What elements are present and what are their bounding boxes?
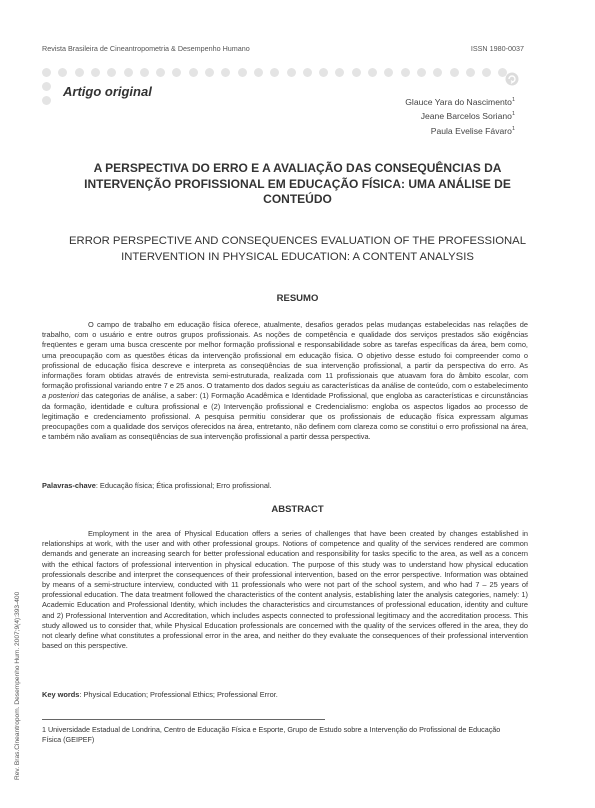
decorative-dot: [450, 68, 459, 77]
decorative-dot: [319, 68, 328, 77]
decorative-dot: [205, 68, 214, 77]
decorative-dot: [303, 68, 312, 77]
decorative-dot: [466, 68, 475, 77]
decorative-dot: [42, 82, 51, 91]
decorative-dot: [124, 68, 133, 77]
decorative-dot: [91, 68, 100, 77]
decorative-dot: [42, 68, 51, 77]
side-citation: Rev. Bras.Cineantropom. Desempenho Hum. 2007;9(4):393-400: [14, 591, 21, 780]
circular-arrow-icon: [505, 72, 519, 86]
decorative-dot: [482, 68, 491, 77]
author-list: [405, 94, 515, 137]
decorative-dot: [384, 68, 393, 77]
decorative-dot: [58, 68, 67, 77]
decorative-dot: [75, 68, 84, 77]
decorative-dot: [335, 68, 344, 77]
decorative-dot: [352, 68, 361, 77]
decorative-dot: [287, 68, 296, 77]
author: Paula Evelise Fávaro$^1$: [430, 125, 515, 136]
resumo-heading: RESUMO: [276, 293, 319, 304]
decorative-dot: [401, 68, 410, 77]
keywords-pt: Palavras-chave: Educação física; Ética profissional; Erro profissional.: [42, 481, 272, 490]
author: Glauce Yara do Nascimento$^1$: [405, 96, 515, 107]
resumo-body: O campo de trabalho em educação física oferece, atualmente, desafios gerados pelas mudanças estabelecidas nas relações de trabalho, com o usuário e entre outros grupos profissionais. As noções de competência e qualidade dos serviços prestados são exigências freqüentes e geram uma busca crescente por melhor formação profissional e responsabilidade sobre as tarefas específicas da área, bem como, uma preocupação com as questões éticas da intervenção profissional em educação física. O objetivo desse estudo foi compreender como o profissional de educação física descreve e interpreta as conseqüências de sua intervenção profissional, a partir da perspectiva do erro. As informações foram obtidas através de entrevista semi-estruturada, realizada com 11 profissionais que atuavam fora do âmbito escolar, com formação profissional variando entre 7 e 25 anos. O tratamento dos dados seguiu as características da análise de conteúdo, com o estabelecimento a posteriori das categorias de análise, a saber: (1) Formação Acadêmica e Identidade Profissional, que engloba as características e circunstâncias da formação, identidade e cultura profissional e (2) Intervenção profissional e Credencialismo: engloba os aspectos ligados ao processo de legitimação e credenciamento profissional. A pesquisa permitiu considerar que os profissionais de educação física expressam algumas preocupações com a qualidade dos serviços oferecidos na área, entretanto, não definem com clareza como se constitui o erro profissional na área, e também não avaliam as conseqüências de sua intervenção profissional a partir dessa perspectiva.: [42, 320, 529, 442]
decorative-dot: [172, 68, 181, 77]
decorative-dot: [107, 68, 116, 77]
keywords-en: Key words: Physical Education; Professional Ethics; Professional Error.: [42, 690, 278, 699]
title-portuguese: A PERSPECTIVA DO ERRO E A AVALIAÇÃO DAS CONSEQUÊNCIAS DA INTERVENÇÃO PROFISSIONAL EM EDUCAÇÃO FÍSICA: UMA ANÁLISE DE CONTEÚDO: [84, 161, 511, 206]
abstract-heading: ABSTRACT: [271, 504, 324, 515]
decorative-dot: [417, 68, 426, 77]
abstract-body: Employment in the area of Physical Education offers a series of challenges that have been created by changes established in relationships at work, with the user and with other professional groups. Notions of competence and quality of the services rendered are common demands and generate an increasing search for better professional education and responsibility for tasks specific to the area, as well as a concern with the ethical factors of professional intervention in physical education. The purpose of this study was to understand how physical education professionals describe and interpret the consequences of their professional intervention, based on the error perspective. Information was obtained by means of a semi-structure interview, conducted with 11 professionals who were not part of the school system, and who had 7 – 25 years of professional education. The data treatment followed the characteristics of the content analysis, establishing later the analysis categories, namely: 1) Academic Education and Professional Identity, which includes the characteristics and circumstances of professional education, identity and culture and 2) Professional Intervention and Accreditation, which includes aspects connected to professional legitimacy and the accreditation process. This study allowed us to consider that, while Physical Education professionals are concerned with the quality of the services offered in the area, they do not clearly define what constitutes a professional error in the area, and neither do they evaluate the consequences of their professional intervention based on this perspective.: [42, 529, 528, 651]
decorative-dot: [238, 68, 247, 77]
footnote: 1 Universidade Estadual de Londrina, Centro de Educação Física e Esporte, Grupo de Estudo sobre a Intervenção do Profissional de Educação Física (GEIPEF): [42, 725, 501, 744]
footnote-divider: [42, 719, 325, 720]
author: Jeane Barcelos Soriano$^1$: [420, 111, 515, 122]
issn: ISSN 1980-0037: [470, 44, 524, 53]
decorative-dot: [140, 68, 149, 77]
decorative-dot: [221, 68, 230, 77]
section-label: Artigo original: [63, 84, 152, 99]
title-english: ERROR PERSPECTIVE AND CONSEQUENCES EVALUATION OF THE PROFESSIONAL INTERVENTION IN PHYSICAL EDUCATION: A CONTENT ANALYSIS: [69, 235, 526, 263]
decorative-dot: [254, 68, 263, 77]
decorative-dot: [368, 68, 377, 77]
decorative-dot: [156, 68, 165, 77]
journal-name: Revista Brasileira de Cineantropometria & Desempenho Humano: [42, 44, 250, 53]
decorative-dot: [42, 96, 51, 105]
decorative-dot: [189, 68, 198, 77]
decorative-dot: [270, 68, 279, 77]
decorative-dot: [433, 68, 442, 77]
